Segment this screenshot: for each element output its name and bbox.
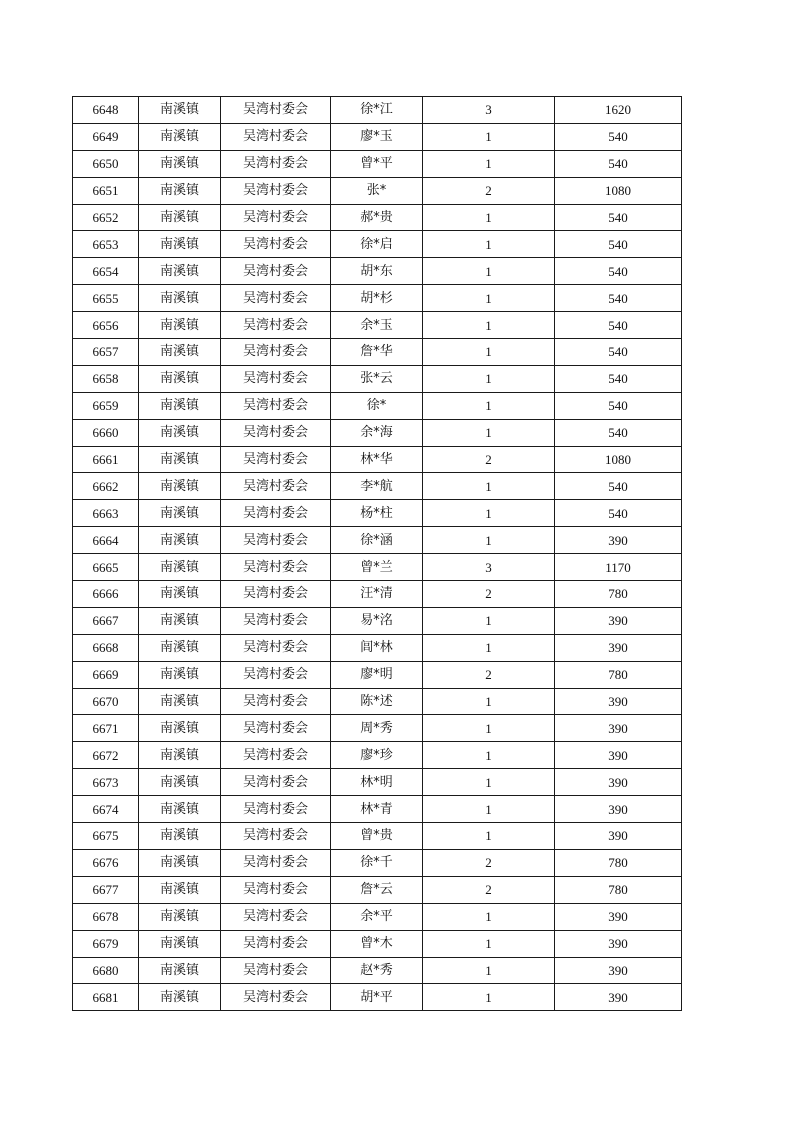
cell-id: 6678 bbox=[73, 903, 139, 930]
cell-village: 吴湾村委会 bbox=[221, 204, 331, 231]
cell-village: 吴湾村委会 bbox=[221, 312, 331, 339]
cell-id: 6663 bbox=[73, 500, 139, 527]
cell-village: 吴湾村委会 bbox=[221, 150, 331, 177]
table-row bbox=[73, 903, 682, 930]
cell-count: 1 bbox=[423, 473, 555, 500]
cell-id: 6672 bbox=[73, 742, 139, 769]
cell-name: 廖*珍 bbox=[331, 742, 423, 769]
cell-village: 吴湾村委会 bbox=[221, 285, 331, 312]
cell-village: 吴湾村委会 bbox=[221, 876, 331, 903]
cell-name: 汪*清 bbox=[331, 581, 423, 608]
cell-name: 张*云 bbox=[331, 365, 423, 392]
cell-village: 吴湾村委会 bbox=[221, 123, 331, 150]
cell-amount: 390 bbox=[555, 715, 682, 742]
cell-village: 吴湾村委会 bbox=[221, 339, 331, 366]
cell-count: 1 bbox=[423, 419, 555, 446]
cell-amount: 540 bbox=[555, 312, 682, 339]
cell-id: 6681 bbox=[73, 984, 139, 1011]
table-body bbox=[73, 97, 682, 1011]
cell-town: 南溪镇 bbox=[139, 661, 221, 688]
cell-id: 6659 bbox=[73, 392, 139, 419]
cell-count: 1 bbox=[423, 258, 555, 285]
cell-amount: 540 bbox=[555, 365, 682, 392]
cell-count: 1 bbox=[423, 688, 555, 715]
cell-name: 闾*林 bbox=[331, 634, 423, 661]
cell-id: 6662 bbox=[73, 473, 139, 500]
cell-id: 6676 bbox=[73, 849, 139, 876]
cell-id: 6661 bbox=[73, 446, 139, 473]
cell-village: 吴湾村委会 bbox=[221, 903, 331, 930]
cell-town: 南溪镇 bbox=[139, 473, 221, 500]
cell-town: 南溪镇 bbox=[139, 339, 221, 366]
cell-count: 2 bbox=[423, 661, 555, 688]
cell-name: 林*华 bbox=[331, 446, 423, 473]
cell-amount: 1620 bbox=[555, 97, 682, 124]
cell-count: 1 bbox=[423, 500, 555, 527]
cell-amount: 540 bbox=[555, 150, 682, 177]
table-row bbox=[73, 392, 682, 419]
cell-count: 1 bbox=[423, 823, 555, 850]
cell-town: 南溪镇 bbox=[139, 688, 221, 715]
cell-amount: 1080 bbox=[555, 446, 682, 473]
cell-village: 吴湾村委会 bbox=[221, 796, 331, 823]
cell-town: 南溪镇 bbox=[139, 446, 221, 473]
cell-town: 南溪镇 bbox=[139, 823, 221, 850]
cell-count: 1 bbox=[423, 339, 555, 366]
cell-name: 胡*东 bbox=[331, 258, 423, 285]
cell-count: 2 bbox=[423, 177, 555, 204]
cell-village: 吴湾村委会 bbox=[221, 984, 331, 1011]
cell-id: 6667 bbox=[73, 607, 139, 634]
cell-village: 吴湾村委会 bbox=[221, 527, 331, 554]
cell-id: 6651 bbox=[73, 177, 139, 204]
cell-amount: 540 bbox=[555, 419, 682, 446]
cell-amount: 540 bbox=[555, 392, 682, 419]
cell-count: 2 bbox=[423, 581, 555, 608]
cell-amount: 1080 bbox=[555, 177, 682, 204]
cell-count: 1 bbox=[423, 634, 555, 661]
cell-count: 1 bbox=[423, 930, 555, 957]
cell-id: 6656 bbox=[73, 312, 139, 339]
table-row bbox=[73, 715, 682, 742]
cell-town: 南溪镇 bbox=[139, 849, 221, 876]
cell-name: 胡*平 bbox=[331, 984, 423, 1011]
cell-name: 徐*千 bbox=[331, 849, 423, 876]
table-row bbox=[73, 688, 682, 715]
cell-town: 南溪镇 bbox=[139, 769, 221, 796]
table-row bbox=[73, 634, 682, 661]
cell-amount: 540 bbox=[555, 231, 682, 258]
cell-count: 1 bbox=[423, 796, 555, 823]
table-row bbox=[73, 258, 682, 285]
cell-town: 南溪镇 bbox=[139, 527, 221, 554]
table-row bbox=[73, 581, 682, 608]
cell-count: 3 bbox=[423, 554, 555, 581]
table-row bbox=[73, 849, 682, 876]
cell-amount: 390 bbox=[555, 742, 682, 769]
cell-village: 吴湾村委会 bbox=[221, 97, 331, 124]
cell-town: 南溪镇 bbox=[139, 150, 221, 177]
cell-village: 吴湾村委会 bbox=[221, 823, 331, 850]
cell-town: 南溪镇 bbox=[139, 607, 221, 634]
cell-village: 吴湾村委会 bbox=[221, 930, 331, 957]
cell-id: 6654 bbox=[73, 258, 139, 285]
cell-town: 南溪镇 bbox=[139, 285, 221, 312]
cell-town: 南溪镇 bbox=[139, 365, 221, 392]
cell-amount: 390 bbox=[555, 930, 682, 957]
cell-amount: 1170 bbox=[555, 554, 682, 581]
cell-count: 1 bbox=[423, 123, 555, 150]
cell-village: 吴湾村委会 bbox=[221, 634, 331, 661]
cell-town: 南溪镇 bbox=[139, 984, 221, 1011]
cell-amount: 780 bbox=[555, 849, 682, 876]
table-row bbox=[73, 957, 682, 984]
cell-village: 吴湾村委会 bbox=[221, 769, 331, 796]
cell-name: 廖*明 bbox=[331, 661, 423, 688]
cell-count: 1 bbox=[423, 231, 555, 258]
cell-id: 6653 bbox=[73, 231, 139, 258]
cell-amount: 540 bbox=[555, 258, 682, 285]
cell-town: 南溪镇 bbox=[139, 554, 221, 581]
cell-town: 南溪镇 bbox=[139, 930, 221, 957]
cell-village: 吴湾村委会 bbox=[221, 715, 331, 742]
cell-town: 南溪镇 bbox=[139, 231, 221, 258]
cell-count: 1 bbox=[423, 984, 555, 1011]
cell-id: 6669 bbox=[73, 661, 139, 688]
cell-count: 1 bbox=[423, 285, 555, 312]
cell-town: 南溪镇 bbox=[139, 258, 221, 285]
cell-id: 6660 bbox=[73, 419, 139, 446]
cell-village: 吴湾村委会 bbox=[221, 742, 331, 769]
cell-name: 余*海 bbox=[331, 419, 423, 446]
cell-name: 李*航 bbox=[331, 473, 423, 500]
cell-town: 南溪镇 bbox=[139, 123, 221, 150]
cell-count: 1 bbox=[423, 150, 555, 177]
cell-count: 1 bbox=[423, 365, 555, 392]
cell-count: 2 bbox=[423, 849, 555, 876]
cell-name: 曾*兰 bbox=[331, 554, 423, 581]
cell-amount: 540 bbox=[555, 204, 682, 231]
cell-amount: 390 bbox=[555, 634, 682, 661]
table-row bbox=[73, 473, 682, 500]
cell-name: 郝*贵 bbox=[331, 204, 423, 231]
cell-amount: 390 bbox=[555, 688, 682, 715]
cell-name: 林*明 bbox=[331, 769, 423, 796]
cell-name: 杨*柱 bbox=[331, 500, 423, 527]
cell-amount: 390 bbox=[555, 796, 682, 823]
cell-name: 张* bbox=[331, 177, 423, 204]
cell-count: 3 bbox=[423, 97, 555, 124]
cell-count: 1 bbox=[423, 957, 555, 984]
cell-town: 南溪镇 bbox=[139, 715, 221, 742]
cell-id: 6668 bbox=[73, 634, 139, 661]
cell-name: 徐*涵 bbox=[331, 527, 423, 554]
cell-name: 徐*江 bbox=[331, 97, 423, 124]
table-row bbox=[73, 177, 682, 204]
cell-id: 6671 bbox=[73, 715, 139, 742]
table-row bbox=[73, 150, 682, 177]
cell-name: 廖*玉 bbox=[331, 123, 423, 150]
data-table bbox=[72, 96, 682, 1011]
cell-village: 吴湾村委会 bbox=[221, 500, 331, 527]
cell-amount: 540 bbox=[555, 339, 682, 366]
cell-id: 6649 bbox=[73, 123, 139, 150]
cell-amount: 540 bbox=[555, 500, 682, 527]
cell-village: 吴湾村委会 bbox=[221, 607, 331, 634]
table-row bbox=[73, 796, 682, 823]
cell-id: 6665 bbox=[73, 554, 139, 581]
cell-amount: 540 bbox=[555, 285, 682, 312]
table-row bbox=[73, 285, 682, 312]
cell-village: 吴湾村委会 bbox=[221, 688, 331, 715]
cell-name: 赵*秀 bbox=[331, 957, 423, 984]
table-row bbox=[73, 123, 682, 150]
table-row bbox=[73, 769, 682, 796]
cell-amount: 540 bbox=[555, 123, 682, 150]
cell-town: 南溪镇 bbox=[139, 742, 221, 769]
table-row bbox=[73, 876, 682, 903]
cell-id: 6664 bbox=[73, 527, 139, 554]
cell-village: 吴湾村委会 bbox=[221, 554, 331, 581]
cell-id: 6650 bbox=[73, 150, 139, 177]
cell-name: 林*青 bbox=[331, 796, 423, 823]
cell-count: 1 bbox=[423, 312, 555, 339]
cell-id: 6674 bbox=[73, 796, 139, 823]
cell-town: 南溪镇 bbox=[139, 204, 221, 231]
table-row bbox=[73, 527, 682, 554]
cell-village: 吴湾村委会 bbox=[221, 231, 331, 258]
cell-amount: 390 bbox=[555, 607, 682, 634]
cell-town: 南溪镇 bbox=[139, 581, 221, 608]
cell-name: 周*秀 bbox=[331, 715, 423, 742]
cell-id: 6655 bbox=[73, 285, 139, 312]
cell-count: 1 bbox=[423, 204, 555, 231]
cell-amount: 390 bbox=[555, 903, 682, 930]
cell-count: 1 bbox=[423, 527, 555, 554]
cell-id: 6673 bbox=[73, 769, 139, 796]
cell-town: 南溪镇 bbox=[139, 392, 221, 419]
cell-id: 6666 bbox=[73, 581, 139, 608]
cell-village: 吴湾村委会 bbox=[221, 258, 331, 285]
cell-village: 吴湾村委会 bbox=[221, 446, 331, 473]
table-row bbox=[73, 930, 682, 957]
table-row bbox=[73, 339, 682, 366]
cell-id: 6657 bbox=[73, 339, 139, 366]
cell-count: 1 bbox=[423, 392, 555, 419]
table-row bbox=[73, 365, 682, 392]
cell-id: 6677 bbox=[73, 876, 139, 903]
cell-name: 易*洺 bbox=[331, 607, 423, 634]
cell-count: 2 bbox=[423, 876, 555, 903]
cell-town: 南溪镇 bbox=[139, 957, 221, 984]
cell-name: 陈*述 bbox=[331, 688, 423, 715]
cell-name: 胡*杉 bbox=[331, 285, 423, 312]
cell-name: 曾*贵 bbox=[331, 823, 423, 850]
cell-amount: 390 bbox=[555, 823, 682, 850]
cell-village: 吴湾村委会 bbox=[221, 365, 331, 392]
cell-amount: 390 bbox=[555, 957, 682, 984]
cell-name: 曾*木 bbox=[331, 930, 423, 957]
cell-town: 南溪镇 bbox=[139, 419, 221, 446]
cell-name: 詹*云 bbox=[331, 876, 423, 903]
cell-town: 南溪镇 bbox=[139, 312, 221, 339]
cell-id: 6675 bbox=[73, 823, 139, 850]
cell-village: 吴湾村委会 bbox=[221, 473, 331, 500]
cell-count: 1 bbox=[423, 715, 555, 742]
table-row bbox=[73, 823, 682, 850]
cell-id: 6680 bbox=[73, 957, 139, 984]
table-row bbox=[73, 661, 682, 688]
cell-amount: 780 bbox=[555, 661, 682, 688]
cell-id: 6652 bbox=[73, 204, 139, 231]
cell-town: 南溪镇 bbox=[139, 876, 221, 903]
cell-town: 南溪镇 bbox=[139, 97, 221, 124]
cell-id: 6670 bbox=[73, 688, 139, 715]
cell-amount: 390 bbox=[555, 769, 682, 796]
cell-count: 1 bbox=[423, 903, 555, 930]
cell-amount: 390 bbox=[555, 984, 682, 1011]
table-row bbox=[73, 231, 682, 258]
table-row bbox=[73, 984, 682, 1011]
cell-id: 6648 bbox=[73, 97, 139, 124]
cell-town: 南溪镇 bbox=[139, 796, 221, 823]
cell-id: 6658 bbox=[73, 365, 139, 392]
cell-count: 1 bbox=[423, 769, 555, 796]
table-row bbox=[73, 500, 682, 527]
cell-amount: 780 bbox=[555, 581, 682, 608]
cell-name: 曾*平 bbox=[331, 150, 423, 177]
cell-village: 吴湾村委会 bbox=[221, 957, 331, 984]
cell-count: 1 bbox=[423, 607, 555, 634]
cell-town: 南溪镇 bbox=[139, 903, 221, 930]
cell-village: 吴湾村委会 bbox=[221, 392, 331, 419]
cell-town: 南溪镇 bbox=[139, 500, 221, 527]
table-row bbox=[73, 554, 682, 581]
cell-name: 詹*华 bbox=[331, 339, 423, 366]
cell-count: 1 bbox=[423, 742, 555, 769]
cell-village: 吴湾村委会 bbox=[221, 419, 331, 446]
cell-name: 徐*启 bbox=[331, 231, 423, 258]
cell-amount: 780 bbox=[555, 876, 682, 903]
table-row bbox=[73, 446, 682, 473]
cell-village: 吴湾村委会 bbox=[221, 849, 331, 876]
table-row bbox=[73, 97, 682, 124]
cell-id: 6679 bbox=[73, 930, 139, 957]
table-row bbox=[73, 607, 682, 634]
cell-village: 吴湾村委会 bbox=[221, 177, 331, 204]
cell-town: 南溪镇 bbox=[139, 634, 221, 661]
table-row bbox=[73, 419, 682, 446]
table-row bbox=[73, 312, 682, 339]
cell-count: 2 bbox=[423, 446, 555, 473]
cell-amount: 540 bbox=[555, 473, 682, 500]
table-row bbox=[73, 204, 682, 231]
cell-name: 余*玉 bbox=[331, 312, 423, 339]
cell-village: 吴湾村委会 bbox=[221, 661, 331, 688]
cell-town: 南溪镇 bbox=[139, 177, 221, 204]
table-row bbox=[73, 742, 682, 769]
cell-village: 吴湾村委会 bbox=[221, 581, 331, 608]
cell-amount: 390 bbox=[555, 527, 682, 554]
cell-name: 余*平 bbox=[331, 903, 423, 930]
cell-name: 徐* bbox=[331, 392, 423, 419]
